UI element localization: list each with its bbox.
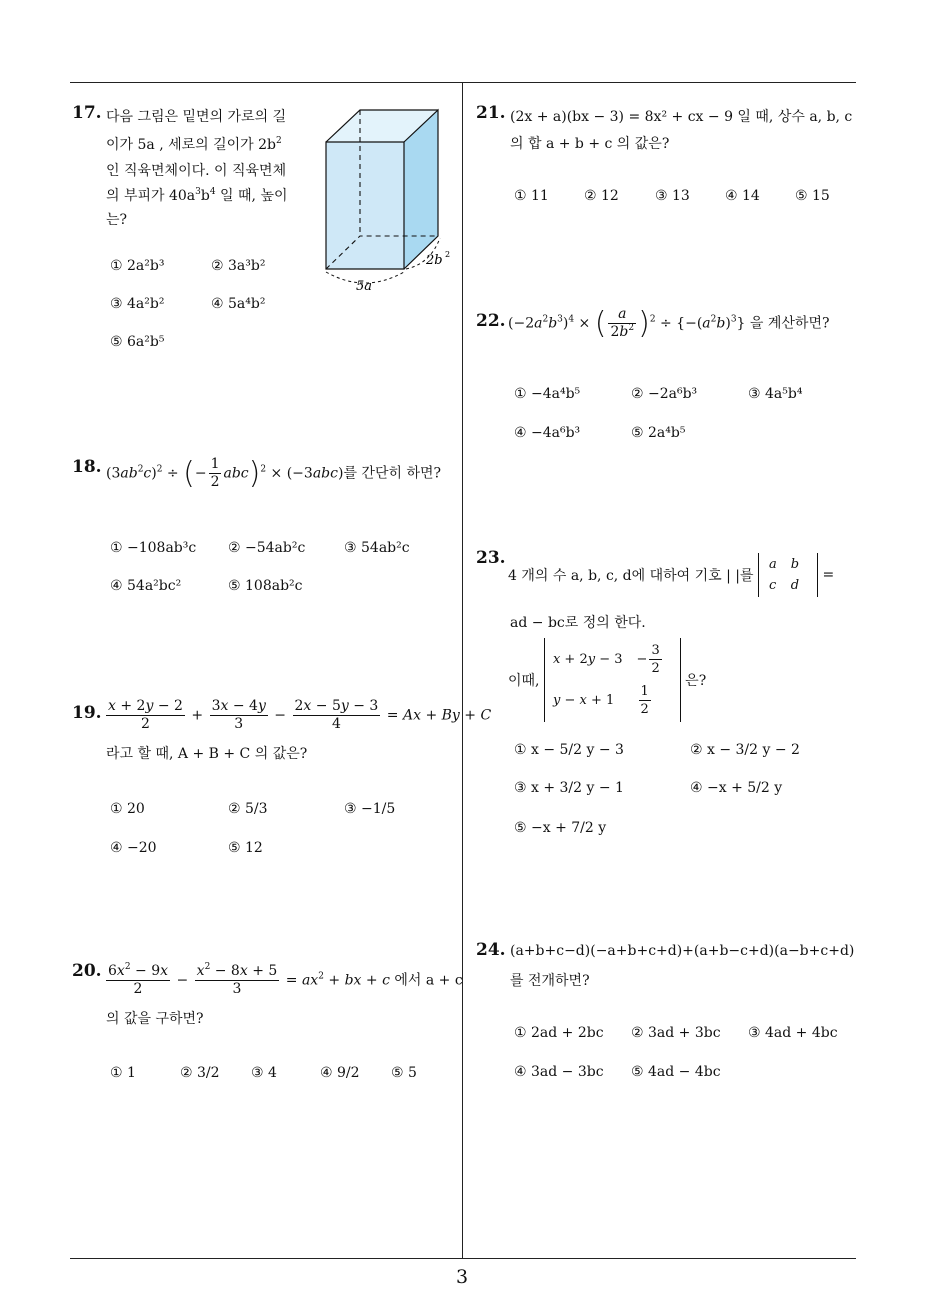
answer-option[interactable]: ③ −1/5 [344, 801, 396, 817]
answer-option[interactable]: ③ x + 3/2 y − 1 [514, 780, 624, 796]
question-text: (2x + a)(bx − 3) = 8x² + cx − 9 일 때, 상수 a, b, c [510, 109, 853, 125]
answer-option[interactable]: ④ 5a⁴b² [211, 296, 266, 312]
question-text: 인 직육면체이다. 이 직육면체 [106, 163, 287, 179]
answer-option[interactable]: ④ 14 [725, 188, 760, 204]
answer-option[interactable]: ② −54ab²c [228, 540, 306, 556]
depth-label: 2b [426, 253, 443, 268]
answer-option[interactable]: ④ 9/2 [320, 1065, 360, 1081]
cuboid-figure [318, 104, 458, 294]
question-number: 20. [72, 961, 102, 981]
answer-option[interactable]: ① 2ad + 2bc [514, 1025, 604, 1041]
answer-option[interactable]: ④ −4a⁶b³ [514, 425, 581, 441]
answer-option[interactable]: ② 3ad + 3bc [631, 1025, 721, 1041]
answer-option[interactable]: ② 3a³b² [211, 258, 266, 274]
question-number: 17. [72, 103, 102, 123]
question-number: 23. [476, 548, 506, 568]
answer-option[interactable]: ⑤ 6a²b⁵ [110, 334, 165, 350]
answer-option[interactable]: ② 3/2 [180, 1065, 220, 1081]
question-expression: $\frac{6x^2 - 9x}{2}$ − $\frac{x^2 - 8x + 5}{3}$ = $ax^2$ + bx + c 에서 a + c [108, 962, 463, 997]
answer-option[interactable]: ③ 4a⁵b⁴ [748, 386, 803, 402]
question-number: 24. [476, 940, 506, 960]
answer-option[interactable]: ⑤ 5 [391, 1065, 417, 1081]
answer-option[interactable]: ⑤ 15 [795, 188, 830, 204]
answer-option[interactable]: ② −2a⁶b³ [631, 386, 698, 402]
question-number: 19. [72, 703, 102, 723]
answer-option[interactable]: ② 12 [584, 188, 619, 204]
determinant-expression: x + 2y − 3 − $\frac{3}{2}$ y − x + 1 $\frac{1}{2}$ [544, 638, 681, 722]
question-text: (a+b+c−d)(−a+b+c+d)+(a+b−c+d)(a−b+c+d) [510, 943, 855, 959]
question-number: 22. [476, 311, 506, 331]
top-rule [70, 82, 856, 83]
question-text: 의 합 a + b + c 의 값은? [510, 136, 670, 152]
question-number: 21. [476, 103, 506, 123]
answer-option[interactable]: ① x − 5/2 y − 3 [514, 742, 624, 758]
question-number: 18. [72, 457, 102, 477]
answer-option[interactable]: ④ 3ad − 3bc [514, 1064, 604, 1080]
answer-option[interactable]: ④ −x + 5/2 y [690, 780, 783, 796]
answer-option[interactable]: ③ 13 [655, 188, 690, 204]
question-text: 이때, x + 2y − 3 − $\frac{3}{2}$ y − x + 1 $\frac{1}{2}$ 은? [508, 638, 706, 722]
answer-option[interactable]: ① 2a²b³ [110, 258, 165, 274]
answer-option[interactable]: ⑤ −x + 7/2 y [514, 820, 607, 836]
answer-option[interactable]: ④ 54a²bc² [110, 578, 182, 594]
svg-text:2: 2 [445, 250, 451, 259]
answer-option[interactable]: ① 20 [110, 801, 145, 817]
answer-option[interactable]: ⑤ 2a⁴b⁵ [631, 425, 686, 441]
question-text: ad − bc로 정의 한다. [510, 615, 646, 631]
answer-option[interactable]: ③ 4 [251, 1065, 277, 1081]
answer-option[interactable]: ⑤ 4ad − 4bc [631, 1064, 721, 1080]
answer-option[interactable]: ④ −20 [110, 840, 157, 856]
determinant-definition: a b c d [758, 553, 818, 597]
column-divider [462, 83, 463, 1258]
width-label: 5a [356, 279, 373, 294]
question-text: 다음 그림은 밑면의 가로의 길 [106, 109, 287, 125]
question-text: 의 값을 구하면? [106, 1011, 204, 1027]
question-expression: $(-2a^2b^3)^4$ × ( $\frac{a}{2b^2}$ )$^2 \div \{-(a^2b)^3\}$ 을 계산하면? [508, 306, 830, 341]
question-text: 의 부피가 $40a^3b^4$ 일 때, 높이 [106, 187, 288, 204]
question-expression: $(3ab^2c)^2$ ÷ (− $\frac{1}{2}$ abc)$^2$ × (−3abc)를 간단히 하면? [106, 456, 442, 491]
answer-option[interactable]: ③ 54ab²c [344, 540, 410, 556]
answer-option[interactable]: ② x − 3/2 y − 2 [690, 742, 800, 758]
page-number: 3 [456, 1266, 469, 1288]
answer-option[interactable]: ③ 4a²b² [110, 296, 165, 312]
answer-option[interactable]: ① −4a⁴b⁵ [514, 386, 581, 402]
answer-option[interactable]: ⑤ 108ab²c [228, 578, 303, 594]
answer-option[interactable]: ② 5/3 [228, 801, 268, 817]
answer-option[interactable]: ⑤ 12 [228, 840, 263, 856]
answer-option[interactable]: ① 1 [110, 1065, 136, 1081]
bottom-rule [70, 1258, 856, 1259]
question-text: 라고 할 때, A + B + C 의 값은? [106, 746, 308, 762]
answer-option[interactable]: ① 11 [514, 188, 549, 204]
answer-option[interactable]: ③ 4ad + 4bc [748, 1025, 838, 1041]
answer-option[interactable]: ① −108ab³c [110, 540, 197, 556]
question-text: 를 전개하면? [510, 973, 590, 989]
question-text: 이가 5a , 세로의 길이가 $2b^2$ [106, 136, 282, 153]
question-text: 는? [106, 212, 128, 228]
question-expression: $\frac{x + 2y - 2}{2}$ + $\frac{3x - 4y}{3}$ − $\frac{2x - 5y - 3}{4}$ = Ax + By + C [108, 698, 492, 732]
question-text: 4 개의 수 a, b, c, d에 대하여 기호 | |를 a b c d = [508, 553, 834, 597]
